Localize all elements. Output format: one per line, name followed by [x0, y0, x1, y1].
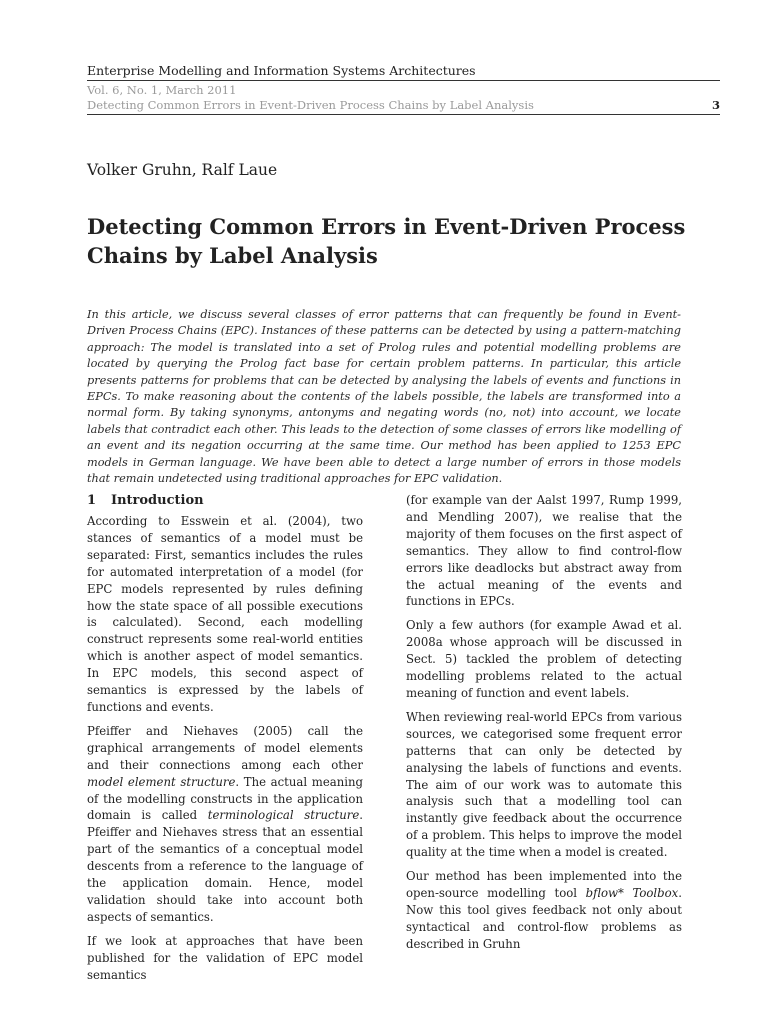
- abstract: In this article, we discuss several classes of error patterns that can frequently be found in Event-Driven Process Chains (EPC). Instances of these patterns can be detected by using a pattern-matching approach: The model is translated into a set of Prolog rules and potential modelling problems are located by querying the Prolog fact base for certain problem patterns. In particular, this article presents patterns for problems that can be detected by analysing the labels of events and functions in EPCs. To make reasoning about the contents of the labels possible, the labels are transformed into a normal form. By taking synonyms, antonyms and negating words (no, not) into account, we locate labels that contradict each other. This leads to the detection of some classes of errors like modelling of an event and its negation occurring at the same time. Our method has been applied to 1253 EPC models in German language. We have been able to detect a large number of errors in those models that remain undetected using traditional approaches for EPC validation.: [87, 308, 681, 486]
- running-title-row: [87, 98, 720, 112]
- section-heading: [87, 492, 363, 509]
- page-number: 3: [711, 98, 720, 112]
- running-header: [87, 63, 720, 115]
- paragraph: (for example van der Aalst 1997, Rump 1999, and Mendling 2007), we realise that the majority of them focuses on the first aspect of semantics. They allow to find control-flow errors like deadlocks but abstract away from the actual meaning of the events and functions in EPCs.: [406, 493, 682, 609]
- section-title: Introduction: [111, 493, 204, 508]
- journal-volume: Vol. 6, No. 1, March 2011: [87, 83, 237, 97]
- paragraph: When reviewing real-world EPCs from various sources, we categorised some frequent error patterns that can only be detected by analysing the labels of functions and events. The aim of our work was to automate this analysis such that a modelling tool can instantly give feedback about the occurrence of a problem. This helps to improve the model quality at the time when a model is created.: [406, 709, 682, 860]
- journal-name: Enterprise Modelling and Information Systems Architectures: [87, 63, 476, 78]
- article-title: Detecting Common Errors in Event-Driven Process Chains by Label Analysis: [87, 214, 686, 268]
- paragraph: Our method has been implemented into the open-source modelling tool bflow* Toolbox. Now this tool gives feedback not only about syntactical and control-flow problems as described in Gruhn: [406, 869, 682, 951]
- right-column: [406, 492, 682, 960]
- section-number: 1: [87, 493, 97, 508]
- header-rule-bottom: [87, 114, 720, 115]
- paragraph: According to Esswein et al. (2004), two stances of semantics of a model must be separated: First, semantics includes the rules for automated interpretation of a model (for EPC models represented by rules defining how the state space of all possible executions is calculated). Second, each modelling construct represents some real-world entities which is another aspect of model semantics. In EPC models, this second aspect of semantics is expressed by the labels of functions and events.: [87, 514, 363, 714]
- authors: Volker Gruhn, Ralf Laue: [87, 161, 278, 179]
- running-title: Detecting Common Errors in Event-Driven Process Chains by Label Analysis: [87, 98, 534, 112]
- paragraph: Pfeiffer and Niehaves (2005) call the graphical arrangements of model elements and their connections among each other model element structure. The actual meaning of the modelling constructs in the application domain is called terminological structure. Pfeiffer and Niehaves stress that an essential part of the semantics of a conceptual model descents from a reference to the language of the application domain. Hence, model validation should take into account both aspects of semantics.: [87, 723, 363, 924]
- paragraph: If we look at approaches that have been published for the validation of EPC model semantics: [87, 933, 363, 982]
- left-column: [87, 492, 363, 990]
- paragraph: Only a few authors (for example Awad et al. 2008a whose approach will be discussed in Sect. 5) tackled the problem of detecting modelling problems related to the actual meaning of function and event labels.: [406, 618, 682, 700]
- header-rule: [87, 80, 720, 81]
